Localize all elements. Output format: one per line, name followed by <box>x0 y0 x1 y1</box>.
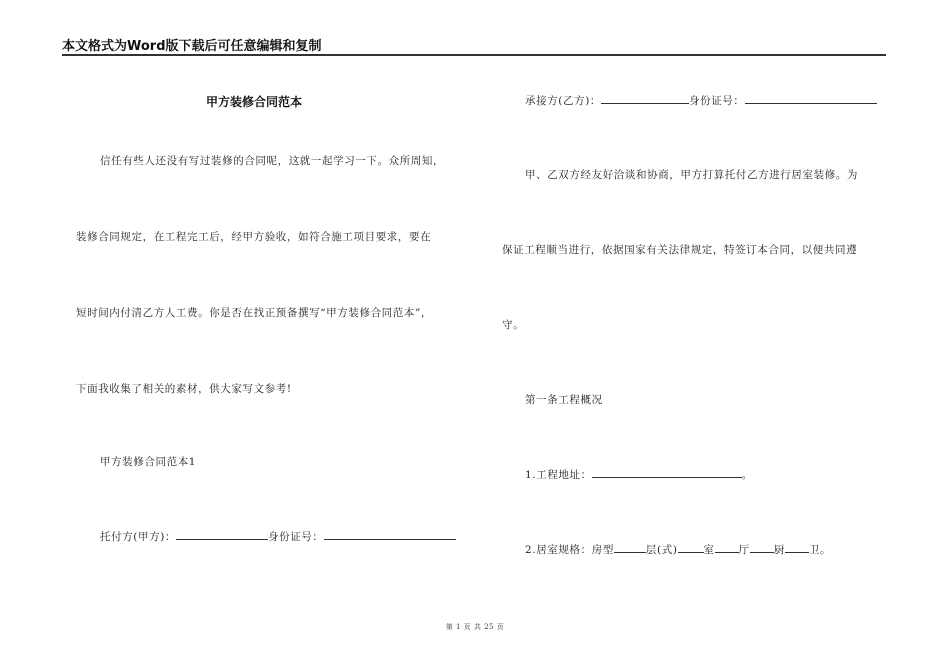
party-b-id-blank[interactable] <box>745 93 877 104</box>
party-a-row <box>100 529 456 544</box>
paragraph-line: 信任有些人还没有写过装修的合同呢，这就一起学习一下。众所周知， <box>100 155 445 167</box>
spec-bath: 卫。 <box>808 544 832 556</box>
address-label: 1.工程地址： <box>525 469 592 481</box>
paragraph-line: 装修合同规定，在工程完工后，经甲方验收，如符合施工项目要求，要在 <box>76 231 432 243</box>
document-title: 甲方装修合同范本 <box>206 95 303 109</box>
spec-room-blank[interactable] <box>678 542 704 553</box>
room-spec-row <box>525 542 831 557</box>
page-footer: 第 1 页 共 25 页 <box>445 623 505 631</box>
spec-hall: 厅 <box>738 544 750 556</box>
section-subtitle: 甲方装修合同范本1 <box>100 456 197 468</box>
paragraph-line: 守。 <box>502 319 525 331</box>
spec-label: 2.居室规格：房型 <box>525 544 614 556</box>
spec-hall-blank[interactable] <box>715 542 739 553</box>
address-blank[interactable] <box>592 467 742 478</box>
id-label: 身份证号： <box>268 531 324 543</box>
spec-kitchen: 厨 <box>773 544 785 556</box>
party-b-name-blank[interactable] <box>601 93 689 104</box>
spec-kitchen-blank[interactable] <box>750 542 774 553</box>
party-b-row <box>525 93 877 108</box>
spec-floor: 层(式) <box>645 544 678 556</box>
party-a-name-blank[interactable] <box>176 529 268 540</box>
header-text: 本文格式为Word版下载后可任意编辑和复制 <box>62 39 322 54</box>
spec-bath-blank[interactable] <box>785 542 809 553</box>
address-row <box>525 467 753 482</box>
paragraph-line: 短时间内付清乙方人工费。你是否在找正预备撰写“甲方装修合同范本”， <box>76 307 433 319</box>
id-label: 身份证号： <box>689 95 745 107</box>
party-b-label: 承接方(乙方)： <box>525 95 601 107</box>
spec-type-blank[interactable] <box>614 542 646 553</box>
address-end: 。 <box>741 469 753 481</box>
paragraph-line: 下面我收集了相关的素材，供大家写文参考! <box>76 383 292 395</box>
page-header <box>62 34 886 56</box>
paragraph-line: 甲、乙双方经友好洽谈和协商，甲方打算托付乙方进行居室装修。为 <box>525 169 858 181</box>
party-a-id-blank[interactable] <box>324 529 456 540</box>
spec-room: 室 <box>703 544 715 556</box>
paragraph-line: 保证工程顺当进行，依据国家有关法律规定，特签订本合同，以便共同遵 <box>502 244 858 256</box>
party-a-label: 托付方(甲方)： <box>100 531 176 543</box>
clause-heading: 第一条工程概况 <box>525 394 603 406</box>
